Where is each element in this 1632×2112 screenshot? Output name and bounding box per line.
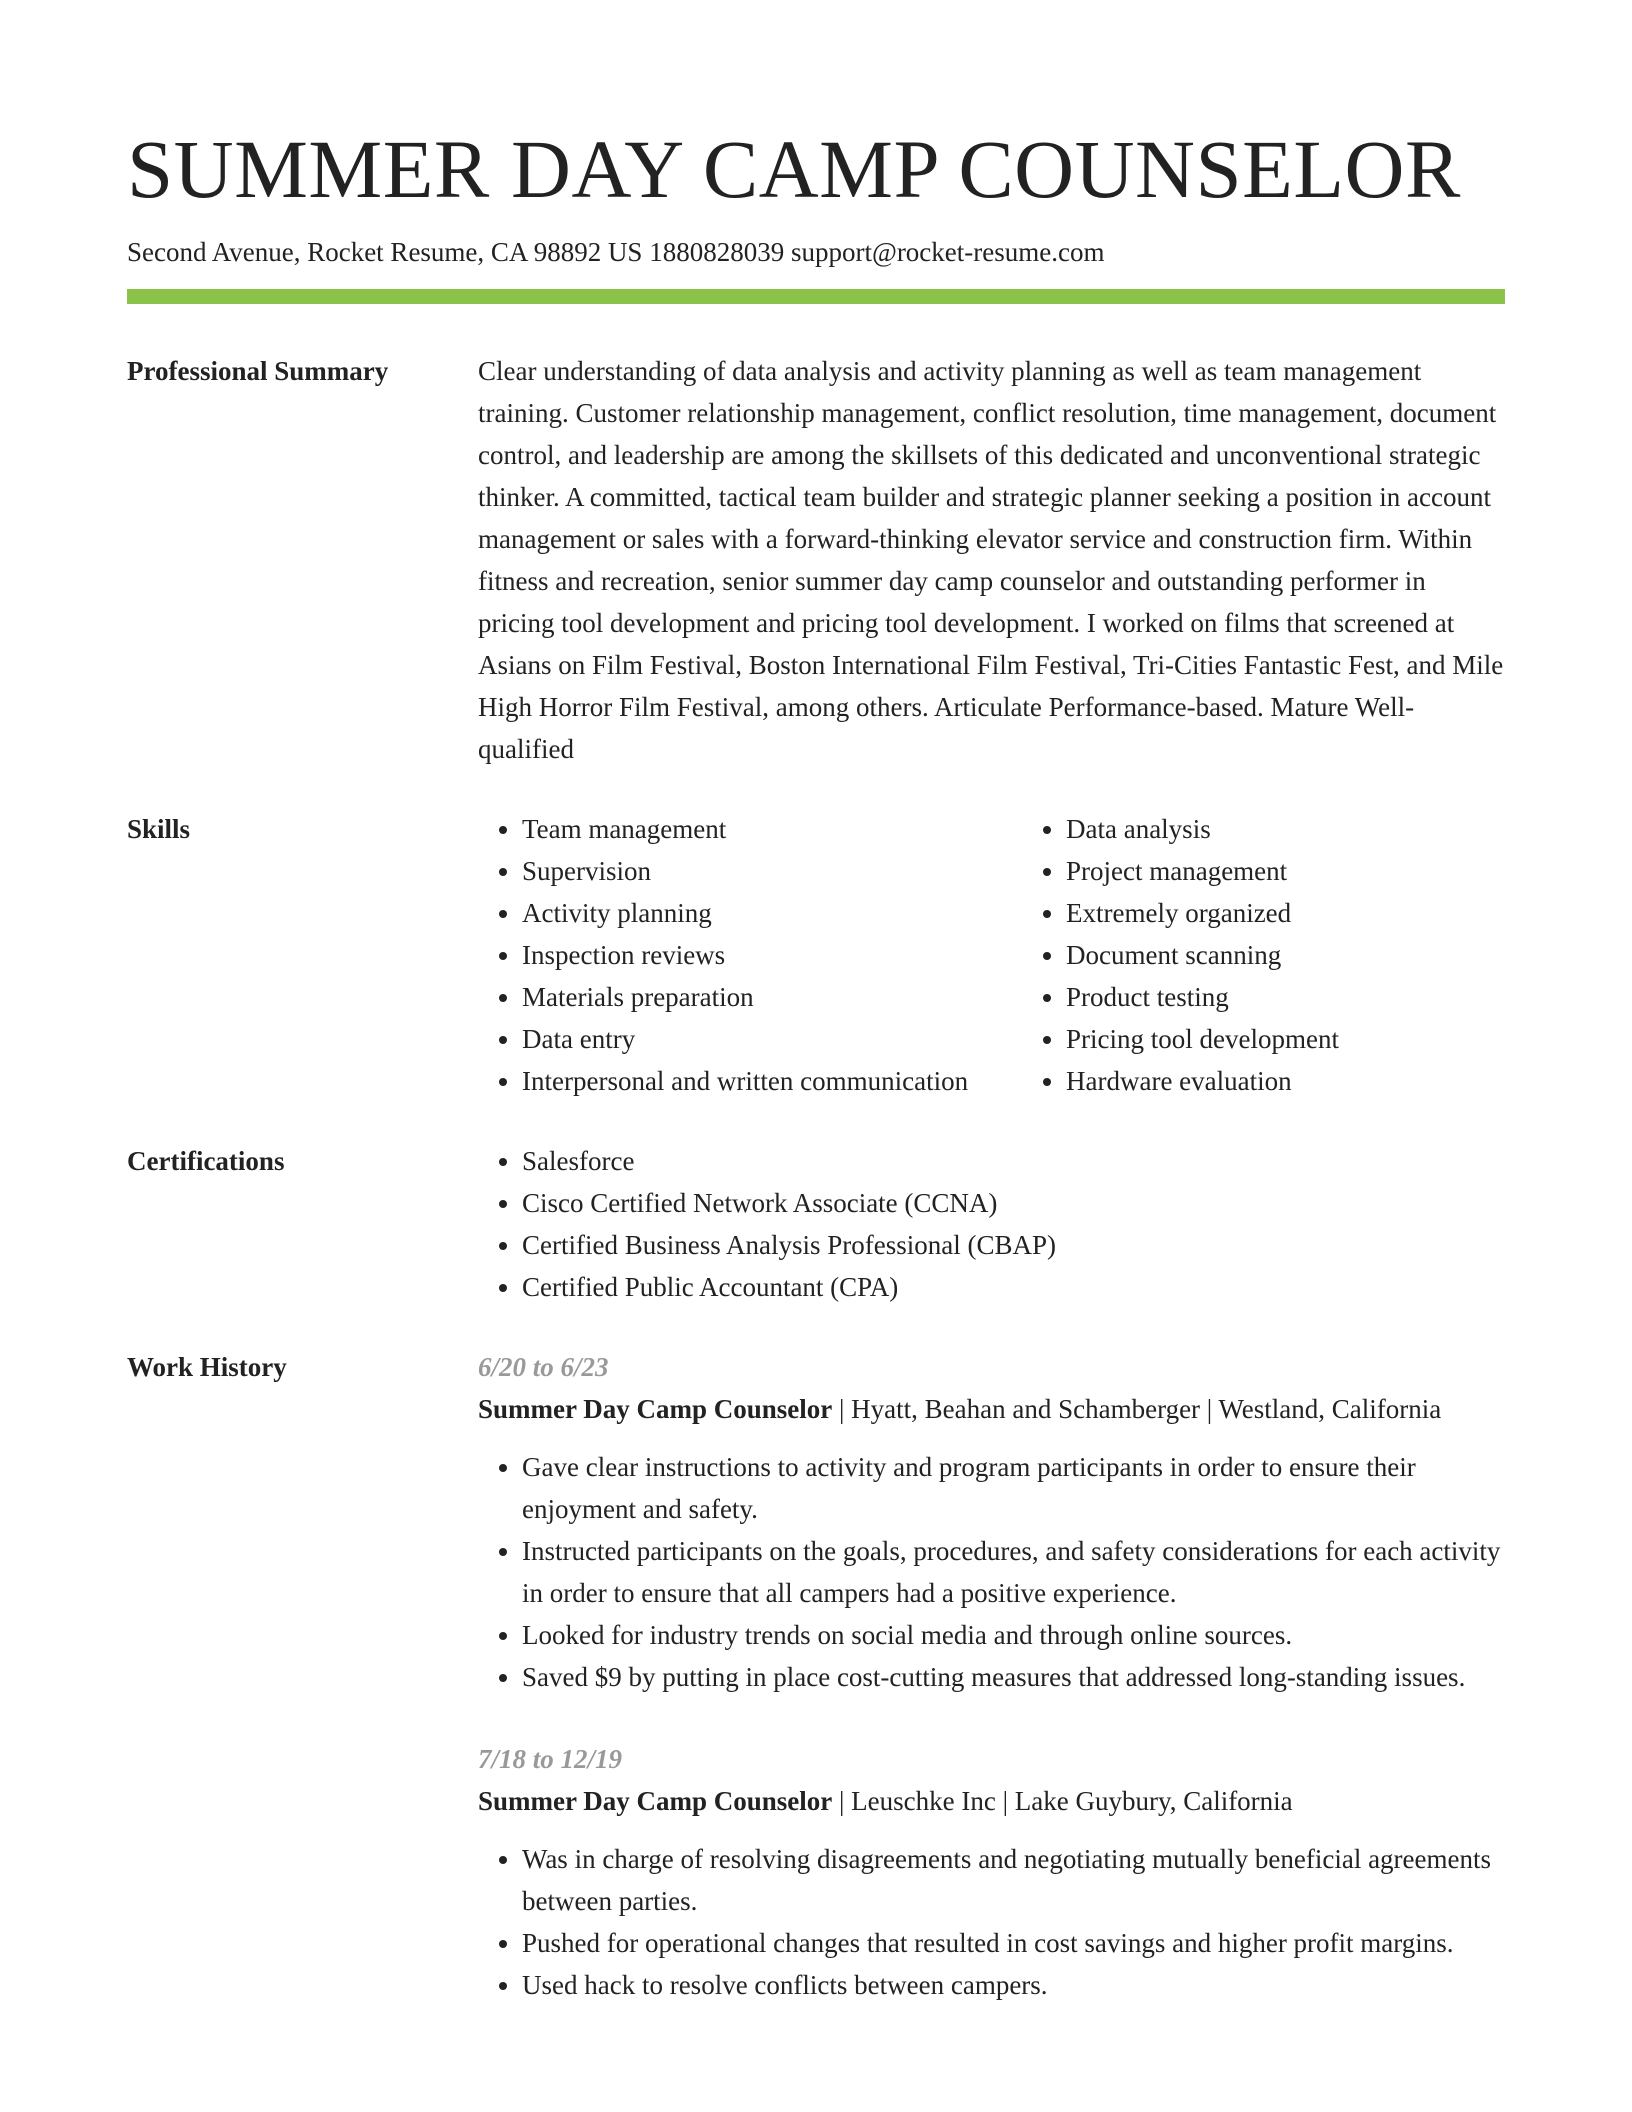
skill-item: • Project management (1066, 850, 1505, 892)
job-bullet: • Instructed participants on the goals, procedures, and safety considerations for each activity in order to ensure that all campers had a positive experience. (522, 1530, 1505, 1614)
job-employer-location: | Hyatt, Beahan and Schamberger | Westland, California (832, 1394, 1442, 1425)
skill-item: • Extremely organized (1066, 892, 1505, 934)
skill-item: • Hardware evaluation (1066, 1060, 1505, 1102)
job-dates: 6/20 to 6/23 (478, 1352, 609, 1383)
skills-list-right (1022, 808, 1505, 1102)
job-bullet: • Gave clear instructions to activity and program participants in order to ensure their enjoyment and safety. (522, 1446, 1505, 1530)
job-employer-location: | Leuschke Inc | Lake Guybury, California (832, 1786, 1293, 1817)
job-bullet: • Saved $9 by putting in place cost-cutting measures that addressed long-standing issues. (522, 1656, 1505, 1698)
job-entry (478, 1346, 1505, 1698)
work-history-section (127, 1346, 1505, 2046)
section-title-work-history: Work History (127, 1352, 287, 1383)
work-history-body (478, 1346, 1505, 2046)
job-entry (478, 1738, 1505, 2006)
certifications-list (478, 1140, 1505, 1308)
skills-list-left (478, 808, 1022, 1102)
job-bullet: • Was in charge of resolving disagreements and negotiating mutually beneficial agreements between parties. (522, 1838, 1505, 1922)
contact-line: Second Avenue, Rocket Resume, CA 98892 US 1880828039 support@rocket-resume.com (127, 237, 1105, 267)
skill-item: • Data entry (522, 1018, 1022, 1060)
skills-columns (478, 808, 1505, 1102)
accent-divider (127, 289, 1505, 304)
section-title-summary: Professional Summary (127, 356, 389, 387)
skill-item: • Product testing (1066, 976, 1505, 1018)
skills-body (478, 808, 1505, 1102)
skill-item: • Activity planning (522, 892, 1022, 934)
skills-section (127, 808, 1505, 1102)
job-dates: 7/18 to 12/19 (478, 1744, 623, 1775)
summary-section (127, 350, 1505, 770)
certification-item: • Certified Public Accountant (CPA) (522, 1266, 1505, 1308)
skill-item: • Inspection reviews (522, 934, 1022, 976)
job-header (478, 1780, 1505, 1822)
job-bullets (478, 1446, 1505, 1698)
job-bullets (478, 1838, 1505, 2006)
certification-item: • Certified Business Analysis Professional (CBAP) (522, 1224, 1505, 1266)
job-title: Summer Day Camp Counselor (478, 1394, 833, 1425)
job-bullet: • Pushed for operational changes that resulted in cost savings and higher profit margins. (522, 1922, 1505, 1964)
skill-item: • Document scanning (1066, 934, 1505, 976)
summary-text: Clear understanding of data analysis and activity planning as well as team management training. Customer relationship management, conflict resolution, time management, document control, and leadership are among the skillsets of this dedicated and unconventional strategic thinker. A committed, tactical team builder and strategic planner seeking a position in account management or sales with a forward-thinking elevator service and construction firm. Within fitness and recreation, senior summer day camp counselor and outstanding performer in pricing tool development and pricing tool development. I worked on films that screened at Asians on Film Festival, Boston International Film Festival, Tri-Cities Fantastic Fest, and Mile High Horror Film Festival, among others. Articulate Performance-based. Mature Well-qualified (478, 356, 1504, 765)
skill-item: • Interpersonal and written communication (522, 1060, 1022, 1102)
section-title-skills: Skills (127, 814, 191, 845)
certification-item: • Cisco Certified Network Associate (CCNA) (522, 1182, 1505, 1224)
job-header (478, 1388, 1505, 1430)
summary-body (478, 350, 1505, 770)
job-bullet: • Used hack to resolve conflicts between campers. (522, 1964, 1505, 2006)
skill-item: • Data analysis (1066, 808, 1505, 850)
job-bullet: • Looked for industry trends on social media and through online sources. (522, 1614, 1505, 1656)
skill-item: • Team management (522, 808, 1022, 850)
section-title-certifications: Certifications (127, 1146, 285, 1177)
certifications-section (127, 1140, 1505, 1308)
certification-item: • Salesforce (522, 1140, 1505, 1182)
certifications-body (478, 1140, 1505, 1308)
skill-item: • Materials preparation (522, 976, 1022, 1018)
resume-title: SUMMER DAY CAMP COUNSELOR (127, 123, 1461, 215)
skill-item: • Pricing tool development (1066, 1018, 1505, 1060)
skill-item: • Supervision (522, 850, 1022, 892)
job-title: Summer Day Camp Counselor (478, 1786, 833, 1817)
